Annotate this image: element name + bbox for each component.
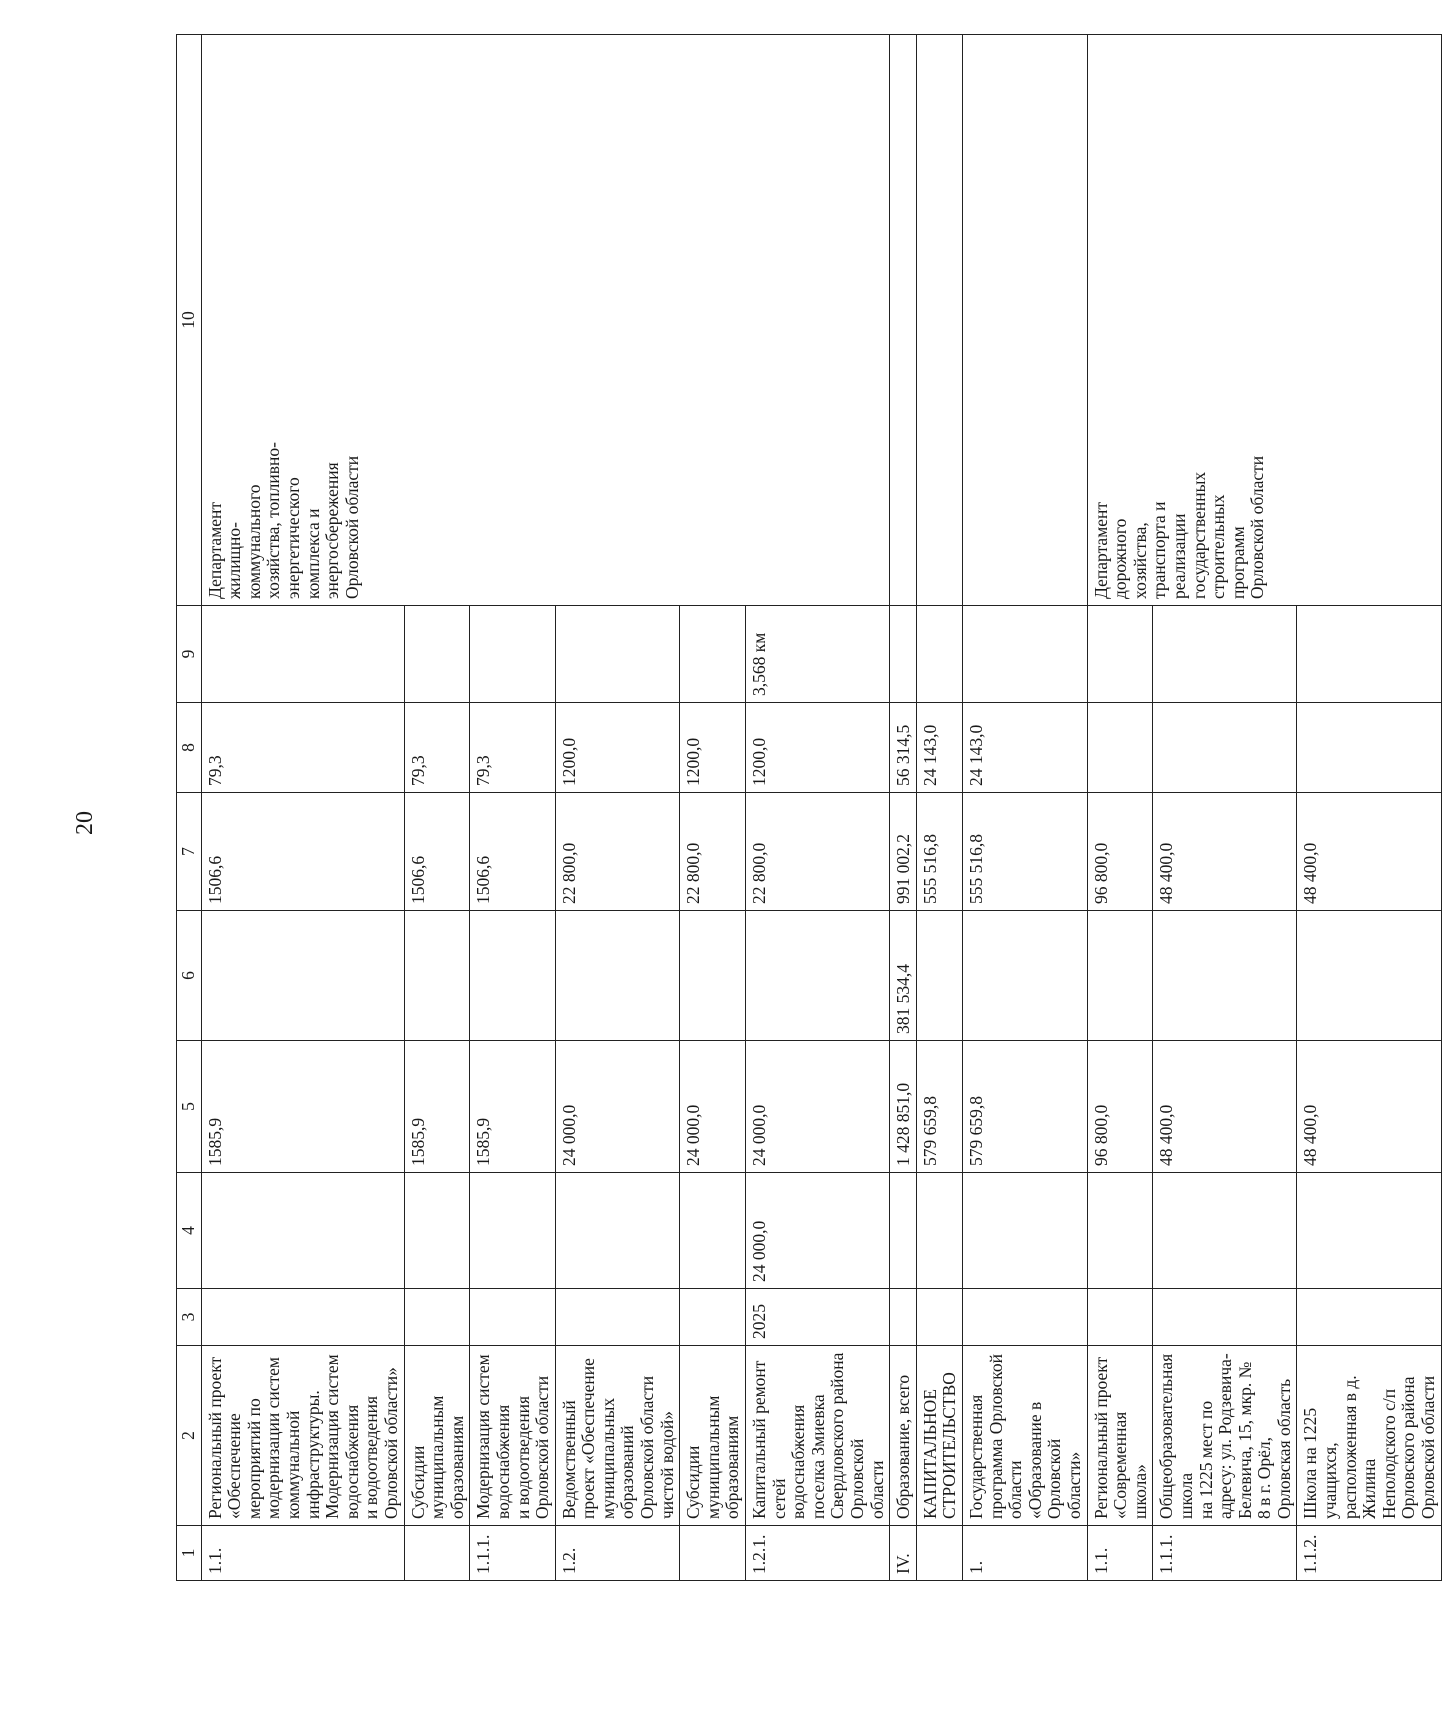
table-row xyxy=(916,35,962,1581)
row-col6 xyxy=(1153,911,1297,1041)
row-year xyxy=(1087,1289,1153,1346)
row-year xyxy=(962,1289,1087,1346)
row-number: 1. xyxy=(962,1526,1087,1581)
row-number xyxy=(916,1526,962,1581)
row-year xyxy=(680,1289,746,1346)
row-col9 xyxy=(1153,606,1297,703)
row-col8: 1200,0 xyxy=(555,703,680,793)
row-number xyxy=(680,1526,746,1581)
row-number xyxy=(404,1526,470,1581)
row-col4 xyxy=(680,1173,746,1289)
row-col5: 24 000,0 xyxy=(555,1041,680,1173)
row-number: 1.1. xyxy=(201,1526,404,1581)
row-col7: 1506,6 xyxy=(470,793,555,911)
table-row xyxy=(962,35,1087,1581)
row-col8: 79,3 xyxy=(470,703,555,793)
header-cell: 2 xyxy=(177,1346,202,1526)
header-cell: 9 xyxy=(177,606,202,703)
row-col8: 79,3 xyxy=(404,703,470,793)
page-number: 20 xyxy=(72,811,98,835)
row-year xyxy=(555,1289,680,1346)
header-cell: 1 xyxy=(177,1526,202,1581)
row-col7: 96 800,0 xyxy=(1087,793,1153,911)
header-cell: 3 xyxy=(177,1289,202,1346)
header-cell: 7 xyxy=(177,793,202,911)
row-col4 xyxy=(555,1173,680,1289)
row-col6 xyxy=(962,911,1087,1041)
row-col9 xyxy=(916,606,962,703)
row-col7: 1506,6 xyxy=(201,793,404,911)
row-col8 xyxy=(1297,703,1441,793)
row-name: КАПИТАЛЬНОЕ СТРОИТЕЛЬСТВО xyxy=(916,1346,962,1526)
row-col6 xyxy=(404,911,470,1041)
row-col7: 991 002,2 xyxy=(890,793,917,911)
row-col5: 1585,9 xyxy=(470,1041,555,1173)
row-col4 xyxy=(890,1173,917,1289)
row-col9 xyxy=(404,606,470,703)
row-col7: 22 800,0 xyxy=(746,793,890,911)
header-cell: 8 xyxy=(177,703,202,793)
row-year xyxy=(470,1289,555,1346)
row-col4 xyxy=(962,1173,1087,1289)
row-name: Образование, всего xyxy=(890,1346,917,1526)
header-row xyxy=(177,35,202,1581)
row-col7: 1506,6 xyxy=(404,793,470,911)
row-number: IV. xyxy=(890,1526,917,1581)
row-year xyxy=(1297,1289,1441,1346)
row-col10 xyxy=(890,35,917,606)
row-number: 1.2. xyxy=(555,1526,680,1581)
budget-table xyxy=(176,34,1442,1581)
row-col7: 22 800,0 xyxy=(680,793,746,911)
row-col7: 48 400,0 xyxy=(1297,793,1441,911)
row-col5: 48 400,0 xyxy=(1297,1041,1441,1173)
row-col10 xyxy=(962,35,1087,606)
row-col8 xyxy=(1087,703,1153,793)
header-cell: 4 xyxy=(177,1173,202,1289)
row-col9 xyxy=(1297,606,1441,703)
rotated-table-container xyxy=(176,35,1439,1581)
table-row xyxy=(1087,35,1153,1581)
row-col8: 56 314,5 xyxy=(890,703,917,793)
row-col8: 24 143,0 xyxy=(916,703,962,793)
row-col4 xyxy=(201,1173,404,1289)
row-col9 xyxy=(555,606,680,703)
row-col6 xyxy=(746,911,890,1041)
row-year xyxy=(890,1289,917,1346)
row-number: 1.2.1. xyxy=(746,1526,890,1581)
row-col6 xyxy=(1297,911,1441,1041)
row-name: Школа на 1225 учащихся, расположенная в д. Жилина Неполодского с/п Орловского района Орловской области xyxy=(1297,1346,1441,1526)
row-col5: 24 000,0 xyxy=(746,1041,890,1173)
row-col8: 24 143,0 xyxy=(962,703,1087,793)
row-number: 1.1. xyxy=(1087,1526,1153,1581)
header-cell: 6 xyxy=(177,911,202,1041)
row-col4: 24 000,0 xyxy=(746,1173,890,1289)
row-col8: 1200,0 xyxy=(680,703,746,793)
row-col9 xyxy=(680,606,746,703)
row-col8: 1200,0 xyxy=(746,703,890,793)
table-row xyxy=(201,35,404,1581)
row-col6 xyxy=(916,911,962,1041)
row-name: Субсидии муниципальным образованиям xyxy=(680,1346,746,1526)
row-col4 xyxy=(1087,1173,1153,1289)
row-col6 xyxy=(470,911,555,1041)
row-number: 1.1.1. xyxy=(470,1526,555,1581)
row-col5: 579 659,8 xyxy=(962,1041,1087,1173)
department-roads: Департамент дорожного хозяйства, транспорта и реализации государственных строительных программ Орловской области xyxy=(1087,35,1441,606)
row-col5: 579 659,8 xyxy=(916,1041,962,1173)
row-col5: 96 800,0 xyxy=(1087,1041,1153,1173)
row-col4 xyxy=(916,1173,962,1289)
row-name: Ведомственный проект «Обеспечение муниципальных образований Орловской области чистой водой» xyxy=(555,1346,680,1526)
row-col9 xyxy=(201,606,404,703)
row-name: Общеобразовательная школа на 1225 мест по адресу: ул. Родзевича- Белевича, 15, мкр. № 8 в г. Орёл, Орловская область xyxy=(1153,1346,1297,1526)
row-name: Региональный проект «Обеспечение мероприятий по модернизации систем коммунальной инфраструктуры. Модернизация систем водоснабжения и водоотведения Орловской области» xyxy=(201,1346,404,1526)
row-col6: 381 534,4 xyxy=(890,911,917,1041)
row-year: 2025 xyxy=(746,1289,890,1346)
row-col9 xyxy=(470,606,555,703)
row-col9 xyxy=(962,606,1087,703)
row-col8 xyxy=(1153,703,1297,793)
row-name: Государственная программа Орловской области «Образование в Орловской области» xyxy=(962,1346,1087,1526)
row-col6 xyxy=(201,911,404,1041)
row-col8: 79,3 xyxy=(201,703,404,793)
row-col4 xyxy=(470,1173,555,1289)
row-col5: 24 000,0 xyxy=(680,1041,746,1173)
row-col9: 3,568 км xyxy=(746,606,890,703)
header-cell: 5 xyxy=(177,1041,202,1173)
row-col5: 1585,9 xyxy=(201,1041,404,1173)
row-number: 1.1.2. xyxy=(1297,1526,1441,1581)
row-col4 xyxy=(404,1173,470,1289)
row-col7: 22 800,0 xyxy=(555,793,680,911)
row-col5: 1 428 851,0 xyxy=(890,1041,917,1173)
row-col6 xyxy=(680,911,746,1041)
row-col7: 555 516,8 xyxy=(962,793,1087,911)
row-year xyxy=(1153,1289,1297,1346)
row-col7: 555 516,8 xyxy=(916,793,962,911)
row-number: 1.1.1. xyxy=(1153,1526,1297,1581)
row-col6 xyxy=(555,911,680,1041)
department-housing: Департамент жилищно- коммунального хозяйства, топливно- энергетического комплекса и энергосбережения Орловской области xyxy=(201,35,890,606)
row-col5: 1585,9 xyxy=(404,1041,470,1173)
row-col4 xyxy=(1153,1173,1297,1289)
row-year xyxy=(404,1289,470,1346)
table-row xyxy=(890,35,917,1581)
row-col5: 48 400,0 xyxy=(1153,1041,1297,1173)
row-col9 xyxy=(890,606,917,703)
row-col9 xyxy=(1087,606,1153,703)
header-cell: 10 xyxy=(177,35,202,606)
row-name: Субсидии муниципальным образованиям xyxy=(404,1346,470,1526)
row-col6 xyxy=(1087,911,1153,1041)
row-name: Модернизация систем водоснабжения и водоотведения Орловской области xyxy=(470,1346,555,1526)
row-name: Региональный проект «Современная школа» xyxy=(1087,1346,1153,1526)
row-year xyxy=(916,1289,962,1346)
row-col4 xyxy=(1297,1173,1441,1289)
row-year xyxy=(201,1289,404,1346)
row-col7: 48 400,0 xyxy=(1153,793,1297,911)
row-name: Капитальный ремонт сетей водоснабжения поселка Змиевка Свердловского района Орловской области xyxy=(746,1346,890,1526)
row-col10 xyxy=(916,35,962,606)
